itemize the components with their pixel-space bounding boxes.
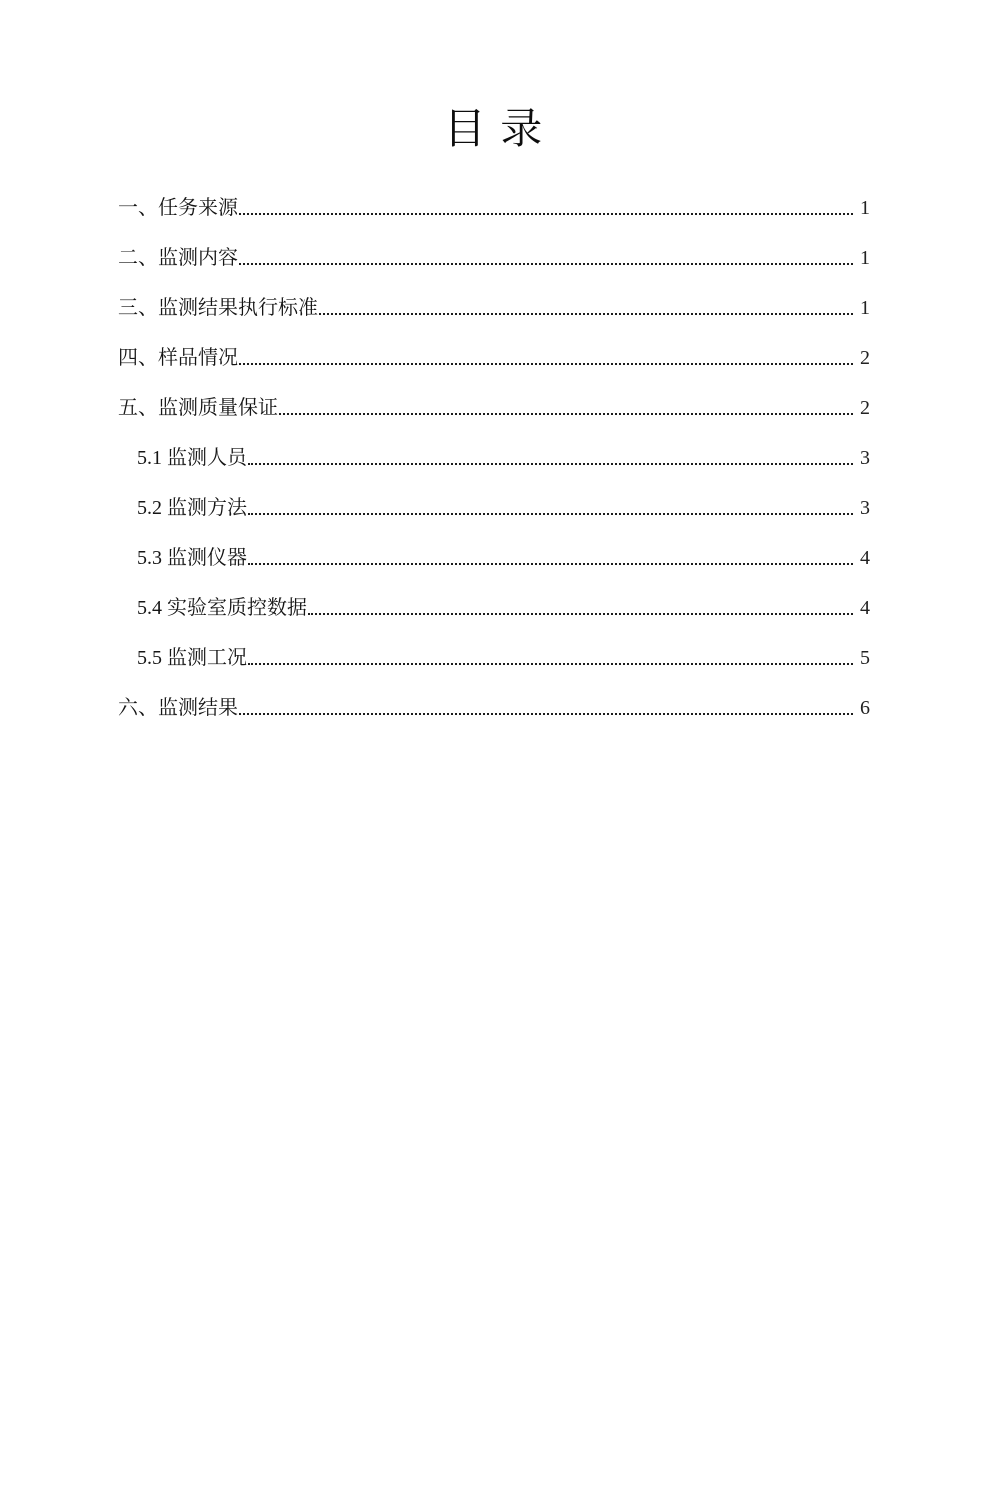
- toc-entry-label: 四、样品情况: [118, 347, 238, 370]
- toc-entry-page: 4: [860, 597, 870, 620]
- dot-leader: [248, 663, 853, 665]
- toc-entry-label: 六、监测结果: [118, 697, 238, 720]
- table-of-contents: [118, 176, 870, 726]
- toc-entry-page: 1: [860, 297, 870, 320]
- toc-entry[interactable]: [118, 176, 870, 226]
- toc-entry[interactable]: [118, 476, 870, 526]
- page-title: 目 录: [443, 107, 545, 153]
- toc-entry-label: 五、监测质量保证: [118, 397, 278, 420]
- toc-entry-page: 1: [860, 197, 870, 220]
- toc-entry-page: 3: [860, 447, 870, 470]
- toc-entry[interactable]: [118, 526, 870, 576]
- toc-entry-page: 3: [860, 497, 870, 520]
- dot-leader: [239, 263, 853, 265]
- toc-entry[interactable]: [118, 376, 870, 426]
- toc-entry-label: 5.5 监测工况: [137, 647, 247, 670]
- dot-leader: [308, 613, 853, 615]
- toc-entry[interactable]: [118, 226, 870, 276]
- toc-entry-page: 1: [860, 247, 870, 270]
- dot-leader: [279, 413, 853, 415]
- toc-entry[interactable]: [118, 426, 870, 476]
- toc-entry-page: 4: [860, 547, 870, 570]
- toc-entry-label: 三、监测结果执行标准: [118, 297, 318, 320]
- dot-leader: [248, 513, 853, 515]
- toc-entry-page: 2: [860, 397, 870, 420]
- dot-leader: [319, 313, 853, 315]
- dot-leader: [239, 213, 853, 215]
- toc-entry-label: 一、任务来源: [118, 197, 238, 220]
- toc-entry-page: 6: [860, 697, 870, 720]
- toc-entry-label: 5.3 监测仪器: [137, 547, 247, 570]
- toc-entry[interactable]: [118, 676, 870, 726]
- dot-leader: [248, 463, 853, 465]
- toc-entry[interactable]: [118, 276, 870, 326]
- toc-entry[interactable]: [118, 326, 870, 376]
- dot-leader: [239, 713, 853, 715]
- toc-entry[interactable]: [118, 576, 870, 626]
- toc-entry-label: 5.2 监测方法: [137, 497, 247, 520]
- toc-entry-page: 2: [860, 347, 870, 370]
- toc-entry[interactable]: [118, 626, 870, 676]
- toc-entry-label: 二、监测内容: [118, 247, 238, 270]
- toc-entry-label: 5.1 监测人员: [137, 447, 247, 470]
- document-page: [0, 106, 992, 1509]
- toc-entry-page: 5: [860, 647, 870, 670]
- dot-leader: [239, 363, 853, 365]
- dot-leader: [248, 563, 853, 565]
- toc-entry-label: 5.4 实验室质控数据: [137, 597, 307, 620]
